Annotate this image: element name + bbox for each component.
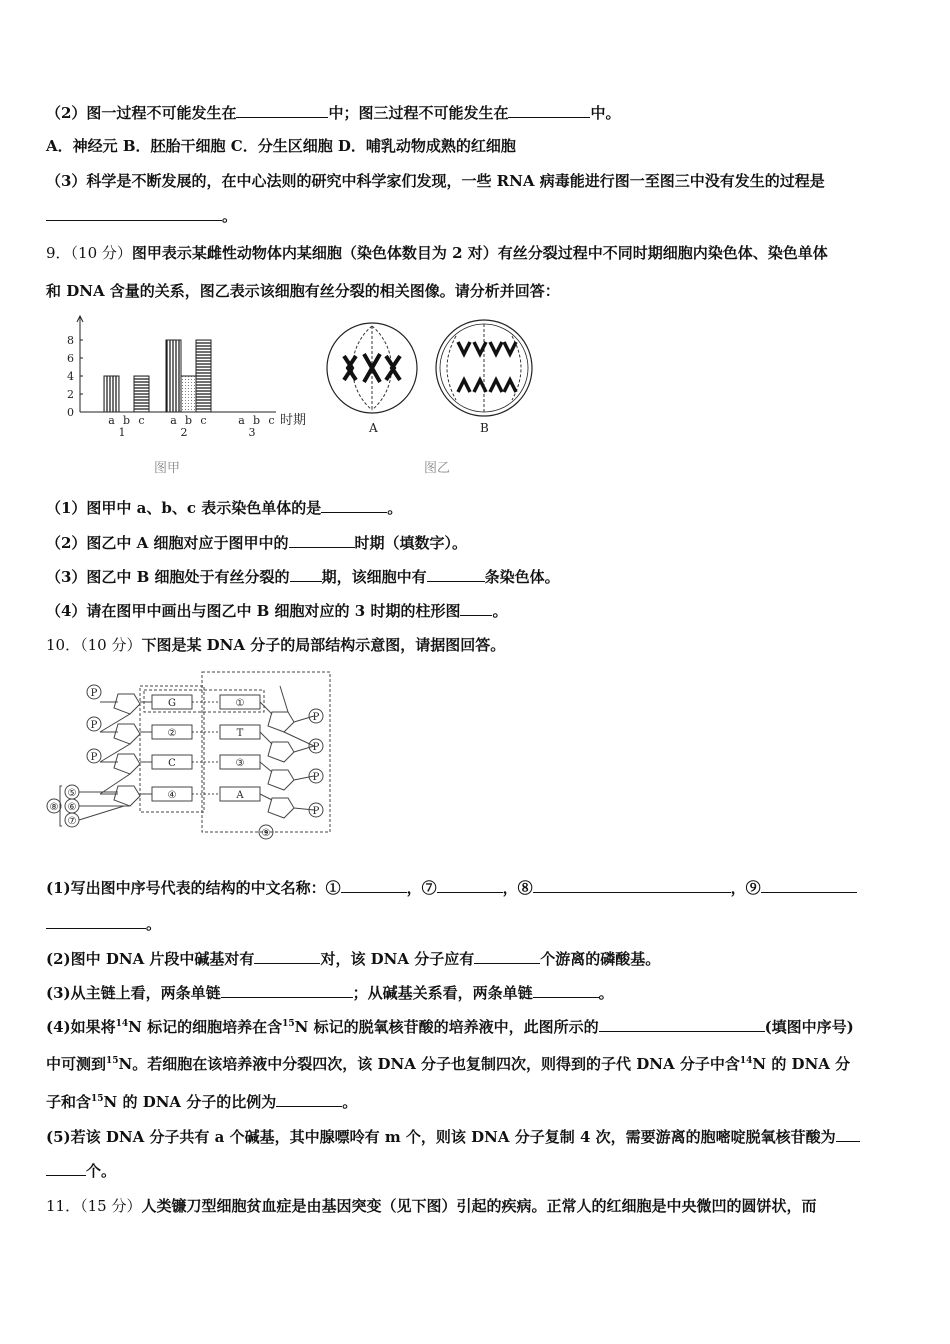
answer-blank[interactable] [427,566,485,582]
x-category-label: c [138,414,145,427]
svg-text:P: P [90,688,98,699]
svg-text:③: ③ [235,758,245,769]
x-period-label: 1 [118,426,126,439]
q8-part2: （2）图一过程不可能发生在 中；图三过程不可能发生在 中。 [46,104,621,122]
q10-part1: (1)写出图中序号代表的结构的中文名称：① ，⑦ ，⑧ ，⑨ [46,877,857,898]
x-category-label: b [252,414,261,427]
cell-b-label: B [480,421,489,435]
answer-blank[interactable] [236,102,328,118]
bar-a-period-1 [104,376,119,412]
cell-a [327,323,417,413]
x-period-label: 2 [180,426,188,439]
answer-blank[interactable] [289,532,355,548]
svg-text:⑥: ⑥ [67,802,77,813]
answer-blank[interactable] [533,982,599,998]
q8-part3-blank: 。 [46,205,237,226]
y-tick-label: 0 [67,406,74,419]
q8-part3: （3）科学是不断发展的，在中心法则的研究中科学家们发现，一些 RNA 病毒能进行图一至图三中没有发生的过程是 [46,172,825,190]
q11-stem: 11．（15 分）人类镰刀型细胞贫血症是由基因突变（见下图）引起的疾病。正常人的红细胞是中央微凹的圆饼状，而 [46,1197,817,1215]
q10-part5-cont: 个。 [46,1160,116,1181]
y-tick-label: 2 [67,388,74,401]
answer-blank[interactable] [46,1160,86,1176]
q9-part3: （3）图乙中 B 细胞处于有丝分裂的 期，该细胞中有 条染色体。 [46,568,560,586]
svg-text:P: P [312,712,320,723]
x-category-label: a [170,414,177,427]
x-period-label: 3 [248,426,256,439]
q9-part4: （4）请在图甲中画出与图乙中 B 细胞对应的 3 时期的柱形图 。 [46,602,508,620]
x-category-label: c [200,414,207,427]
svg-text:P: P [312,772,320,783]
svg-text:⑧: ⑧ [49,802,59,813]
svg-text:P: P [312,742,320,753]
q9-stem-line1: 9．（10 分）图甲表示某雌性动物体内某细胞（染色体数目为 2 对）有丝分裂过程中不同时期细胞内染色体、染色单体 [46,244,828,262]
x-category-label: b [122,414,131,427]
svg-text:A: A [236,790,244,801]
answer-blank[interactable] [836,1126,860,1142]
bar-a-period-2 [166,340,181,412]
cell-b [436,320,532,416]
answer-blank[interactable] [290,566,322,582]
y-tick-label: 8 [67,334,74,347]
answer-blank[interactable] [46,205,222,221]
answer-blank[interactable] [221,982,353,998]
answer-blank[interactable] [46,913,146,929]
svg-text:①: ① [235,698,245,709]
q10-part3: (3)从主链上看，两条单链 ；从碱基关系看，两条单链 。 [46,984,614,1002]
dna-structure-diagram [44,664,344,844]
answer-blank[interactable] [460,600,492,616]
q10-part4-line1: (4)如果将$^{14}$N 标记的细胞培养在含$^{15}$N 标记的脱氧核苷酸的培养液中，此图所示的 (填图中序号) [46,1018,854,1036]
answer-blank[interactable] [276,1091,342,1107]
bar-b-period-2 [181,376,196,412]
q9-part2: （2）图乙中 A 细胞对应于图甲中的 时期（填数字）。 [46,534,468,552]
cell-a-label: A [369,421,378,435]
q9-part1: （1）图甲中 a、b、c 表示染色单体的是 。 [46,499,403,517]
svg-text:P: P [90,752,98,763]
x-category-label: a [238,414,245,427]
svg-text:G: G [168,698,176,709]
svg-text:C: C [168,758,176,769]
q10-part4-line3: 子和含$^{15}$N 的 DNA 分子的比例为 。 [46,1093,358,1111]
bar-c-period-1 [134,376,149,412]
answer-blank[interactable] [508,102,590,118]
q10-part4-line2: 中可测到$^{15}$N。若细胞在该培养液中分裂四次，该 DNA 分子也复制四次，则得到的子代 DNA 分子中含$^{14}$N 的 DNA 分 [46,1055,851,1073]
svg-text:④: ④ [167,790,177,801]
x-category-label: a [108,414,115,427]
q10-part5: (5)若该 DNA 分子共有 a 个碱基，其中腺嘌呤有 m 个，则该 DNA 分子复制 4 次，需要游离的胞嘧啶脱氧核苷酸为 [46,1126,860,1147]
x-axis-label: 时期 [280,413,307,428]
x-category-label: c [268,414,275,427]
answer-blank[interactable] [533,877,731,893]
svg-text:P: P [90,720,98,731]
figure-jia-chart [58,312,328,480]
figure-yi-caption: 图乙 [424,461,451,476]
svg-text:⑨: ⑨ [261,828,271,839]
q9-stem-line2: 和 DNA 含量的关系，图乙表示该细胞有丝分裂的相关图像。请分析并回答： [46,282,560,300]
figure-jia-caption: 图甲 [154,461,181,476]
svg-text:⑤: ⑤ [67,788,77,799]
q10-stem: 10．（10 分）下图是某 DNA 分子的局部结构示意图，请据图回答。 [46,636,506,654]
answer-blank[interactable] [341,877,407,893]
answer-blank[interactable] [254,948,320,964]
svg-text:②: ② [167,728,177,739]
q8-options: A．神经元 B．胚胎干细胞 C．分生区细胞 D．哺乳动物成熟的红细胞 [46,137,516,155]
answer-blank[interactable] [437,877,503,893]
answer-blank[interactable] [474,948,540,964]
answer-blank[interactable] [599,1016,765,1032]
y-tick-label: 4 [67,370,74,383]
q10-part1-cont: 。 [46,913,161,934]
svg-text:⑦: ⑦ [67,816,77,827]
figure-yi-cells [326,318,544,478]
svg-text:T: T [236,728,244,739]
y-tick-label: 6 [67,352,74,365]
svg-text:P: P [312,806,320,817]
bar-c-period-2 [196,340,211,412]
x-category-label: b [184,414,193,427]
q10-part2: (2)图中 DNA 片段中碱基对有 对，该 DNA 分子应有 个游离的磷酸基。 [46,950,661,968]
answer-blank[interactable] [321,497,387,513]
answer-blank[interactable] [761,877,857,893]
